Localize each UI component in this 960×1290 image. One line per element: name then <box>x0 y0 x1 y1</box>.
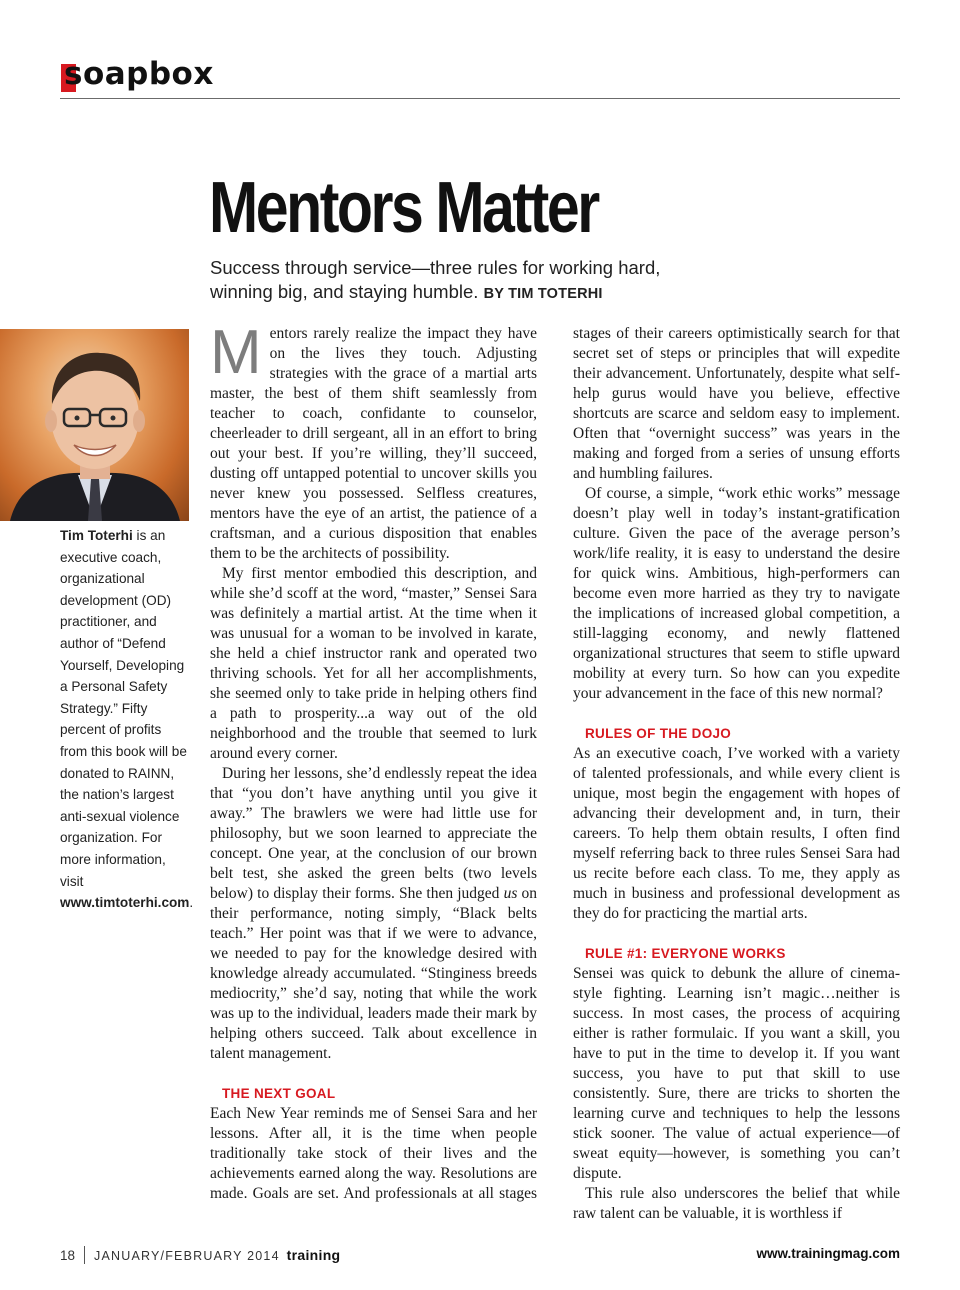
article-column-1 <box>210 318 537 1204</box>
section-label: soapbox <box>64 56 214 92</box>
article-title: Mentors Matter <box>209 168 598 248</box>
dek-line-1: Success through service—three rules for working hard, <box>210 257 661 278</box>
author-photo <box>0 329 189 521</box>
dek-line-2: winning big, and staying humble. <box>210 281 479 302</box>
byline: BY TIM TOTERHI <box>483 286 603 302</box>
page-number: 18 <box>60 1248 76 1263</box>
article-dek <box>210 256 730 306</box>
author-bio <box>60 525 192 914</box>
bio-end: . <box>189 895 194 911</box>
magazine-name: training <box>286 1247 341 1263</box>
article-column-2 <box>573 324 900 1224</box>
section-header <box>60 58 900 99</box>
bio-text: is an executive coach, organizational development (OD) practitioner, and author of “Defend Yourself, Developing a Personal Safety Strategy.” Fifty percent of profits from this book will be donated to RAINN, the nation’s largest anti-sexual violence organization. For more information, visit <box>60 528 187 889</box>
subhead-next-goal: THE NEXT GOAL <box>222 1086 336 1101</box>
subhead-rule-1: RULE #1: EVERYONE WORKS <box>585 946 786 961</box>
footer-divider <box>84 1246 85 1264</box>
paragraph: Mentors rarely realize the impact they have on the lives they touch. Adjusting strategies with the grace of a martial arts master, the best of them shift seamlessly from teacher to coach, confidante to counselor, cheerleader to drill sergeant, all in an effort to bring out your best. If you’re willing, they’ll succeed, dusting off untapped potential to uncover skills you never knew you possessed. Selfless creatures, mentors have the eye of an artist, the patience of a craftsman, and a curious disposition that enables them to be the architects of possibility. <box>210 318 537 562</box>
footer-website[interactable]: www.trainingmag.com <box>756 1246 900 1261</box>
subhead-rules-of-the-dojo: RULES OF THE DOJO <box>585 726 732 741</box>
issue-date: JANUARY/FEBRUARY 2014 <box>94 1249 280 1263</box>
paragraph: This rule also underscores the belief that while raw talent can be valuable, it is worthless if <box>573 1185 900 1222</box>
paragraph: Of course, a simple, “work ethic works” message doesn’t play well in today’s instant-gratification culture. Given the pace of the average person’s work/life reality, it is easy to understand the desire for quick wins. Ambitious, high-performers can become even more harried as they try to navigate the implications of increased global competition, a still-lagging economy, and newly flattened organizational structures that seem to stifle upward mobility at every turn. So how can you expedite your advancement in the face of this new normal? <box>573 485 900 702</box>
paragraph: My first mentor embodied this description, and while she’d scoff at the word, “master,” Sensei Sara was definitely a martial artist. At the time when it was unusual for a woman to be involved in karate, she held a chief instructor rank and operated two thriving schools. Yet for all her accomplishments, she seemed only to take pride in helping others find a path to prosperity...a way out of the old neighborhood and the trouble that seemed to lurk around every corner. <box>210 565 537 762</box>
paragraph-continued: stages of their careers optimistically search for that secret set of steps or principles that will expedite their advancement. Unfortunately, despite what self-help gurus would have you believe, effective shortcuts are scarce and seldom easy to implement. Often that “overnight success” was years in the making and forged from a series of unsung efforts and humbling failures. <box>573 325 900 482</box>
paragraph: Each New Year reminds me of Sensei Sara and her lessons. After all, it is the time when people traditionally take stock of their lives and the achievements earned along the way. Resolutions are made. Goals are set. And professionals at all stages <box>210 1105 537 1202</box>
paragraph: As an executive coach, I’ve worked with a variety of talented professionals, and while every client is unique, most begin the engagement with hopes of advancing their development and, in turn, their careers. To help them obtain results, I often find myself referring back to three rules Sensei Sara had us recite before each class. To me, they apply as much in business and professional development as they do for practicing the martial arts. <box>573 745 900 922</box>
footer-left <box>60 1246 340 1263</box>
bio-url[interactable]: www.timtoterhi.com <box>60 895 190 911</box>
bio-name: Tim Toterhi <box>60 528 133 543</box>
paragraph: Sensei was quick to debunk the allure of cinema-style fighting. Learning isn’t magic…neither is success. In most cases, the process of acquiring either is rather formulaic. If you want a skill, you have to put in the time to develop it. If you want success, you have to put that skill to use consistently. Sure, there are tricks to shorten the learning curve and techniques to help the lessons stick sooner. The value of actual experience—of sweat equity—however, is something you can’t dispute. <box>573 965 900 1182</box>
drop-cap: M <box>210 318 262 387</box>
paragraph: During her lessons, she’d endlessly repeat the idea that “you don’t have anything until you give it away.” The brawlers we were had little use for philosophy, but we soon learned to appreciate the concept. One year, at the conclusion of our brown belt test, she asked the green belts (two levels below) to display their forms. She then judged us on their performance, noting simply, “Black belts teach.” Her point was that if we were to advance, we needed to pay for the knowledge desired with knowledge already accumulated. “Stinginess breeds mediocrity,” she’d say, noting that while the work was up to the individual, leaders made their mark by helping others succeed. Talk about excellence in talent management. <box>210 765 537 1062</box>
